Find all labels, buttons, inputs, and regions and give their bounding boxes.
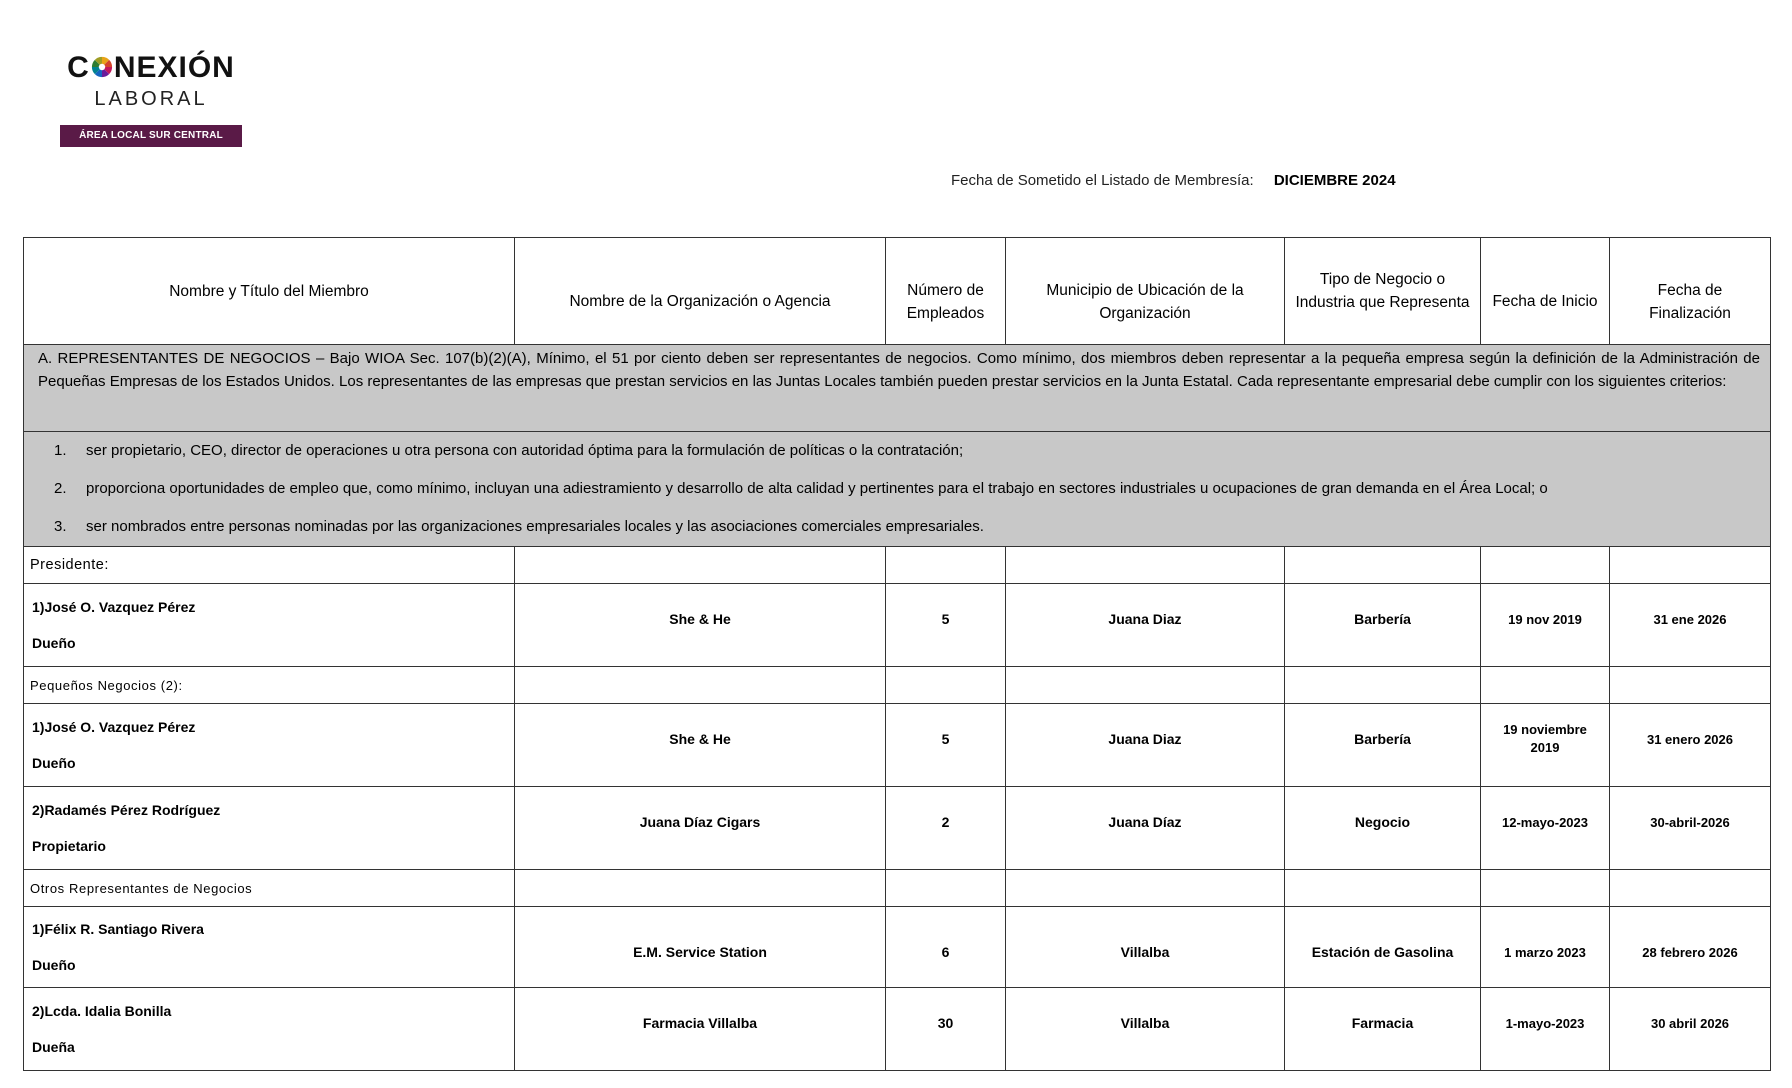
table-row [24, 704, 1771, 787]
membership-table [23, 237, 1771, 1071]
member-business-type: Estación de Gasolina [1285, 907, 1481, 988]
submission-date-value: DICIEMBRE 2024 [1273, 172, 1396, 189]
intro-row [24, 345, 1771, 432]
list-item: 1. ser propietario, CEO, director de operaciones u otra persona con autoridad óptima para la formulación de políticas o la contratación; [54, 442, 964, 459]
member-business-type: Farmacia [1285, 988, 1481, 1071]
member-name-title: 2)Radamés Pérez Rodríguez Propietario [24, 787, 515, 870]
member-end-date: 28 febrero 2026 [1610, 907, 1771, 988]
member-business-type: Barbería [1285, 584, 1481, 667]
member-employees: 6 [886, 907, 1006, 988]
member-business-type: Negocio [1285, 787, 1481, 870]
member-start-date: 19 nov 2019 [1481, 584, 1610, 667]
header-municipality: Municipio de Ubicación de la Organización [1006, 238, 1285, 345]
section-president-row [24, 547, 1771, 584]
member-municipality: Juana Diaz [1006, 704, 1285, 787]
header-business-type: Tipo de Negocio o Industria que Representa [1285, 238, 1481, 345]
header-employees: Número de Empleados [886, 238, 1006, 345]
member-name-title: 1)Félix R. Santiago Rivera Dueño [24, 907, 515, 988]
member-municipality: Juana Diaz [1006, 584, 1285, 667]
member-employees: 5 [886, 704, 1006, 787]
member-org: She & He [515, 704, 886, 787]
list-item: 3. ser nombrados entre personas nominadas por las organizaciones empresariales locales y las asociaciones comerciales empresariales. [54, 518, 984, 535]
member-start-date: 12-mayo-2023 [1481, 787, 1610, 870]
member-start-date: 19 noviembre 2019 [1481, 704, 1610, 787]
section-label: Otros Representantes de Negocios [24, 870, 515, 907]
submission-date [951, 172, 1396, 189]
table-row [24, 584, 1771, 667]
member-business-type: Barbería [1285, 704, 1481, 787]
member-employees: 5 [886, 584, 1006, 667]
member-org: Farmacia Villalba [515, 988, 886, 1071]
list-item: 2. proporciona oportunidades de empleo que, como mínimo, incluyan una adiestramiento y desarrollo de alta calidad y pertinentes para el trabajo en sectores industriales u ocupaciones de gran demanda en el Área Local; o [54, 480, 1548, 497]
member-end-date: 31 enero 2026 [1610, 704, 1771, 787]
pinwheel-icon [91, 56, 113, 78]
header-start-date: Fecha de Inicio [1481, 238, 1610, 345]
logo-subtitle: LABORAL [94, 88, 208, 110]
member-end-date: 31 ene 2026 [1610, 584, 1771, 667]
member-employees: 30 [886, 988, 1006, 1071]
member-org: She & He [515, 584, 886, 667]
conexion-laboral-logo [60, 52, 242, 147]
business-representatives-intro: A. REPRESENTANTES DE NEGOCIOS – Bajo WIOA Sec. 107(b)(2)(A), Mínimo, el 51 por ciento deben ser representantes de negocios. Como mínimo, dos miembros deben representar a la pequeña empresa según la definición de la Administración de Pequeñas Empresas de los Estados Unidos. Los representantes de las empresas que prestan servicios en las Juntas Locales también pueden prestar servicios en la Junta Estatal. Cada representante empresarial debe cumplir con los siguientes criterios: [24, 345, 1771, 432]
table-header-row [24, 238, 1771, 345]
criteria-row [24, 432, 1771, 547]
member-name-title: 2)Lcda. Idalia Bonilla Dueña [24, 988, 515, 1071]
header-member-name: Nombre y Título del Miembro [24, 238, 515, 345]
member-end-date: 30-abril-2026 [1610, 787, 1771, 870]
member-name-title: 1)José O. Vazquez Pérez Dueño [24, 704, 515, 787]
logo-wordmark: C NEXIÓN [67, 51, 235, 84]
submission-date-label: Fecha de Sometido el Listado de Membresía: [951, 172, 1254, 189]
member-org: Juana Díaz Cigars [515, 787, 886, 870]
table-row [24, 988, 1771, 1071]
member-municipality: Juana Díaz [1006, 787, 1285, 870]
section-label: Pequeños Negocios (2): [24, 667, 515, 704]
member-municipality: Villalba [1006, 907, 1285, 988]
logo-area-band: ÁREA LOCAL SUR CENTRAL [60, 125, 242, 147]
section-label: Presidente: [24, 547, 515, 584]
member-name-title: 1)José O. Vazquez Pérez Dueño [24, 584, 515, 667]
section-small-business-row [24, 667, 1771, 704]
table-row [24, 907, 1771, 988]
table-row [24, 787, 1771, 870]
member-org: E.M. Service Station [515, 907, 886, 988]
member-employees: 2 [886, 787, 1006, 870]
section-others-row [24, 870, 1771, 907]
header-organization: Nombre de la Organización o Agencia [515, 238, 886, 345]
member-municipality: Villalba [1006, 988, 1285, 1071]
member-end-date: 30 abril 2026 [1610, 988, 1771, 1071]
criteria-list [24, 432, 1771, 547]
member-start-date: 1 marzo 2023 [1481, 907, 1610, 988]
header-end-date: Fecha de Finalización [1610, 238, 1771, 345]
member-start-date: 1-mayo-2023 [1481, 988, 1610, 1071]
